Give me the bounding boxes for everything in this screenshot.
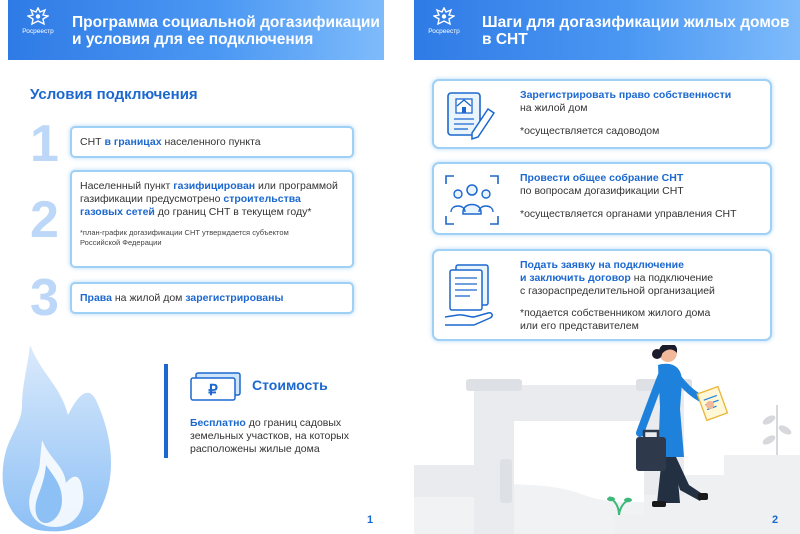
condition-1-box: СНТ в границах населенного пункта bbox=[70, 126, 354, 158]
step-1-card bbox=[432, 79, 772, 149]
cost-description: Бесплатно до границ садовых земельных участков, на которых расположены жилые дома bbox=[190, 417, 349, 455]
banknote-ruble-icon bbox=[190, 372, 242, 402]
step-3-card bbox=[432, 249, 772, 341]
logo-text: Росреестр bbox=[428, 28, 460, 35]
application-documents-hand-icon bbox=[444, 263, 500, 329]
step-2-card bbox=[432, 162, 772, 235]
step-1-text: Зарегистрировать право собственности на жилой дом *осуществляется садоводом bbox=[520, 89, 732, 137]
step-2-text: Провести общее собрание СНТ по вопросам догазификации СНТ *осуществляется органами управления СНТ bbox=[520, 172, 737, 220]
page-2 bbox=[414, 0, 800, 534]
rosreestr-logo bbox=[18, 7, 58, 36]
condition-number-3: 3 bbox=[30, 269, 59, 327]
cost-title: Стоимость bbox=[252, 377, 328, 393]
logo-text: Росреестр bbox=[22, 28, 54, 35]
cost-accent-bar bbox=[164, 364, 168, 458]
page-2-title: Шаги для догазификации жилых домов в СНТ bbox=[482, 14, 790, 48]
eagle-emblem-icon bbox=[433, 7, 455, 27]
condition-2-footnote: *план-график догазификации СНТ утверждается субъектом Российской Федерации bbox=[80, 228, 289, 247]
page-1-header-banner bbox=[8, 0, 384, 60]
page-2-header-banner bbox=[414, 0, 800, 60]
pipeline-woman-illustration bbox=[414, 345, 800, 534]
condition-2-box: Населенный пункт газифицирован или программой газификации предусмотрено строительства газовых сетей до границ СНТ в текущем году* *план-график догазификации СНТ утверждается субъектом Российской Федерации bbox=[70, 170, 354, 268]
step-3-text: Подать заявку на подключение и заключить договор на подключение с газораспределительной организацией *подается собственником жилого дома или его представителем bbox=[520, 259, 715, 332]
plant-icon bbox=[761, 405, 793, 455]
condition-number-2: 2 bbox=[30, 191, 59, 249]
page-1-title: Программа социальной догазификации и условия для ее подключения bbox=[72, 14, 380, 48]
section-title: Условия подключения bbox=[30, 86, 198, 103]
page-number-1: 1 bbox=[367, 514, 374, 526]
page-number-2: 2 bbox=[772, 514, 779, 526]
page-1 bbox=[0, 0, 386, 534]
condition-number-1: 1 bbox=[30, 115, 59, 173]
house-document-icon bbox=[444, 91, 500, 141]
rosreestr-logo bbox=[424, 7, 464, 36]
eagle-emblem-icon bbox=[27, 7, 49, 27]
condition-3-box: Права на жилой дом зарегистрированы bbox=[70, 282, 354, 314]
gas-flame-icon bbox=[0, 345, 120, 534]
people-meeting-icon bbox=[444, 174, 500, 226]
svg-text:₽: ₽ bbox=[208, 382, 218, 399]
